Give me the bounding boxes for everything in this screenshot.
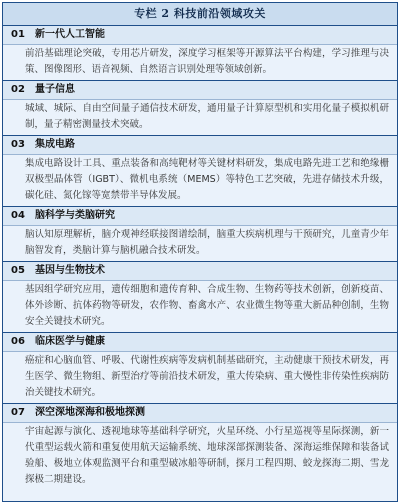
section-body: 癌症和心脑血管、呼吸、代谢性疾病等发病机制基础研究，主动健康干预技术研发，再生医学、微生物组、新型治疗等前沿技术研发，重大传染病、重大慢性非传染性疾病防治关键技术研究。 (25, 355, 389, 398)
section-heading (3, 207, 397, 226)
section-heading (3, 262, 397, 281)
section-body: 前沿基础理论突破，专用芯片研发，深度学习框架等开源算法平台构建，学习推理与决策、图像图形、语音视频、自然语言识别处理等领域创新。 (25, 48, 389, 75)
section-title: 深空深地深海和极地探测 (35, 407, 145, 418)
section-number: 01 (11, 29, 25, 40)
column-title: 专栏 2 科技前沿领域攻关 (3, 3, 397, 26)
sections-list (3, 26, 397, 490)
column-panel (2, 2, 398, 502)
section-03 (3, 136, 397, 207)
section-number: 06 (11, 336, 25, 347)
section-title: 临床医学与健康 (35, 336, 105, 347)
section-number: 07 (11, 407, 25, 418)
section-heading (3, 404, 397, 423)
section-heading (3, 26, 397, 45)
section-02 (3, 81, 397, 136)
section-body: 集成电路设计工具、重点装备和高纯靶材等关键材料研发，集成电路先进工艺和绝缘栅双极型晶体管（IGBT）、微机电系统（MEMS）等特色工艺突破，先进存储技术升级，碳化硅、氮化镓等宽禁带半导体发展。 (25, 158, 389, 201)
section-body: 城域、城际、自由空间量子通信技术研发，通用量子计算原型机和实用化量子模拟机研制，量子精密测量技术突破。 (25, 103, 389, 130)
section-07 (3, 404, 397, 490)
section-title: 脑科学与类脑研究 (35, 210, 115, 221)
section-number: 05 (11, 265, 25, 276)
section-number: 04 (11, 210, 25, 221)
section-04 (3, 207, 397, 262)
section-heading (3, 333, 397, 352)
section-title: 新一代人工智能 (35, 29, 105, 40)
section-title: 集成电路 (35, 139, 75, 150)
section-title: 基因与生物技术 (35, 265, 105, 276)
section-title: 量子信息 (35, 84, 75, 95)
section-05 (3, 262, 397, 333)
section-number: 03 (11, 139, 25, 150)
section-body: 宇宙起源与演化、透视地球等基础科学研究，火星环绕、小行星巡视等星际探测，新一代重型运载火箭和重复使用航天运输系统、地球深部探测装备、深海运维保障和装备试验船、极地立体观监测平台和重型破冰船等研制，探月工程四期、蛟龙探海二期、雪龙探极二期建设。 (25, 426, 389, 485)
section-number: 02 (11, 84, 25, 95)
section-01 (3, 26, 397, 81)
section-body: 脑认知原理解析，脑介观神经联接图谱绘制，脑重大疾病机理与干预研究，儿童青少年脑智发育，类脑计算与脑机融合技术研发。 (25, 229, 389, 256)
section-heading (3, 81, 397, 100)
section-heading (3, 136, 397, 155)
section-06 (3, 333, 397, 404)
section-body: 基因组学研究应用，遗传细胞和遗传育种、合成生物、生物药等技术创新，创新疫苗、体外诊断、抗体药物等研发，农作物、畜禽水产、农业微生物等重大新品种创制，生物安全关键技术研究。 (25, 284, 389, 327)
